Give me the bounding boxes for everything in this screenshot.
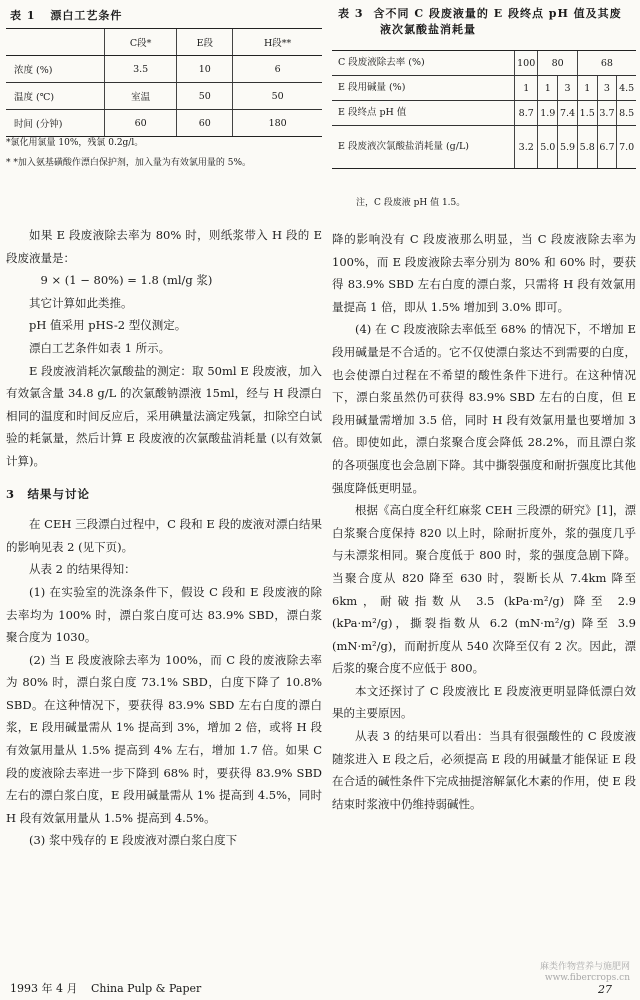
table3-cell: 5.9 [558,126,578,169]
table3-row [332,76,636,101]
footer-journal: China Pulp & Paper [90,982,202,995]
table3-header-label: C 段废液除去率 (%) [332,51,515,76]
right-column [332,0,636,1000]
table3-row [332,126,636,169]
left-column [6,0,322,1000]
table3-cell: 1 [515,76,538,101]
table1-footnote-1: *氯化用氯量 10%，残氯 0.2g/l。 [6,138,144,148]
paragraph: (3) 浆中残存的 E 段废液对漂白浆白度下 [29,833,238,848]
table1-header-cell: H段** [233,29,322,56]
watermark-line2: www.fibercrops.cn [544,973,630,983]
paragraph: 本文还探讨了 C 段废液比 E 段废液更明显降低漂白效果的主要原因。 [332,683,636,721]
table1-row [6,56,322,83]
paragraph: 漂白工艺条件如表 1 所示。 [29,340,171,355]
table3 [332,50,636,169]
table3-cell: 5.0 [538,126,558,169]
table1-footnote [6,136,322,170]
table1-cell: 50 [233,83,322,110]
table3-header-row [332,51,636,76]
right-body [332,228,636,815]
table1-row [6,110,322,137]
section-heading: 3 结果与讨论 [6,486,91,501]
paragraph: 降的影响没有 C 段废液那么明显，当 C 段废液除去率为 100%，而 E 段废液除去率分别为 80% 和 60% 时，要获得 83.9% SBD 左右白度的漂白浆，只需将 H 段有效氯用量提高 1 倍，即从 1.5% 增加到 3.0% 即可。 [332,232,636,314]
table1-cell: 50 [177,83,233,110]
table3-cell: 3.2 [515,126,538,169]
footer-date: 1993 年 4 月 [10,982,78,995]
table3-cell: 8.5 [617,101,636,126]
paragraph: (4) 在 C 段废液除去率低至 68% 的情况下，不增加 E 段用碱量是不合适的。它不仅使漂白浆达不到需要的白度，也会使漂白过程在不希望的酸性条件下进行。在这种情况下，漂白浆虽然仍可获得 83.9% SBD 左右的白度，但 E 段用碱量需增加 3.5 倍，同时 H 段有效氯用量也要增加 3 倍。即使如此，漂白浆聚合度会降低 28.2%，而且漂白浆的各项强度也会急剧下降。其中撕裂强度和耐折强度比其他强度降低更明显。 [332,322,636,495]
table1-cell: 浓度 (%) [6,56,105,83]
paragraph: (1) 在实验室的洗涤条件下，假设 C 段和 E 段废液的除去率均为 100% 时，漂白浆白度可达 83.9% SBD，漂白浆聚合度为 1030。 [6,584,322,645]
paragraph: 从表 2 的结果得知： [29,562,136,577]
table3-cell: 7.4 [558,101,578,126]
table1-cell: 6 [233,56,322,83]
table3-cell: 3.7 [597,101,617,126]
paragraph: 如果 E 段废液除去率为 80% 时，则纸浆带入 H 段的 E 段废液量是： [6,228,322,265]
table3-cell: 3 [597,76,617,101]
table1-cell: 10 [177,56,233,83]
paragraph: 根据《高白度全秆红麻浆 CEH 三段漂的研究》[1]，漂白浆聚合度保持 820 以上时，除耐折度外，浆的强度几乎与未漂浆相同。聚合度低于 800 时，浆的强度急剧下降。当聚合度从 820 降至 630 时，裂断长从 7.4km 降至 6km，耐破指数从 3.5 (kPa·m²/g) 降至 2.9 (kPa·m²/g)，撕裂指数从 6.2 (mN·m²/g) 降至 3.9 (mN·m²/g)，而耐折度从 540 次降至仅有 2 次。因此，漂后浆的聚合度不应低于 800。 [332,503,636,676]
table1-header-cell: E段 [177,29,233,56]
table1-cell: 时间 (分钟) [6,110,105,137]
table1-cell: 3.5 [105,56,177,83]
table3-header-group: 100 [515,51,538,76]
table3-header-group: 68 [577,51,636,76]
table1 [6,28,322,137]
table3-row-label: E 段终点 pH 值 [332,101,515,126]
table3-cell: 1.9 [538,101,558,126]
table3-row [332,101,636,126]
table1-footnote-2: * *加入氨基磺酸作漂白保护剂，加入量为有效氯用量的 5%。 [6,158,252,168]
table3-cell: 1.5 [577,101,597,126]
table1-cell: 室温 [105,83,177,110]
table1-caption-num: 表 1 [10,9,36,22]
paragraph: 从表 3 的结果可以看出：当具有很强酸性的 C 段废液随浆进入 E 段之后，必须提高 E 段的用碱量才能保证 E 段在合适的碱性条件下完成抽提溶解氯化木素的作用，使 E 段结束时浆液中仍维持弱碱性。 [332,729,636,811]
table3-caption-line2: 液次氯酸盐消耗量 [380,23,476,36]
table3-caption-line1: 含不同 C 段废液量的 E 段终点 pH 值及其废 [373,7,622,20]
watermark [540,962,630,984]
page-number: 27 [598,983,612,996]
footer [10,980,201,996]
left-body [6,224,322,852]
table1-cell: 60 [177,110,233,137]
table3-cell: 6.7 [597,126,617,169]
paragraph: pH 值采用 pHS-2 型仪测定。 [29,318,187,333]
paragraph: 在 CEH 三段漂白过程中，C 段和 E 段的废液对漂白结果的影响见表 2 (见下页)。 [6,517,322,554]
table3-note: 注，C 段废液 pH 值 1.5。 [356,198,466,208]
table3-cell: 8.7 [515,101,538,126]
table1-cell: 60 [105,110,177,137]
table1-header-cell [6,29,105,56]
paragraph: (2) 当 E 段废液除去率为 100%，而 C 段的废液除去率为 80% 时，漂白浆白度 73.1% SBD，白度下降了 10.8% SBD。在这种情况下，要获得 83.9% SBD 左右白度的漂白浆，E 段用碱量需从 1% 提高到 3%，增加 2 倍，或将 H 段有效氯用量从 1.5% 提高到 4% 左右，增加 1.7 倍。如果 C 段的废液除去率进一步下降到 68% 时，要获得 83.9% SBD 左右的漂白浆白度，E 段用碱量需从 1% 提高到 4.5%，同时 H 段有效氯用量从 1.5% 提高到 4.5%。 [6,652,322,825]
table1-caption-title: 漂白工艺条件 [50,9,123,22]
table3-cell: 4.5 [617,76,636,101]
table3-cell: 3 [558,76,578,101]
table3-caption [338,6,636,38]
paragraph: 其它计算如此类推。 [29,295,133,310]
table1-cell: 温度 (℃) [6,83,105,110]
table1-row [6,83,322,110]
paragraph: E 段废液消耗次氯酸盐的测定：取 50ml E 段废液，加入有效氯含量 34.8 g/L 的次氯酸钠漂液 15ml，经与 H 段漂白相同的温度和时间反应后，采用碘量法滴定残氯，扣除空白试验的耗氯量，然后计算 E 段废液的次氯酸盐消耗量 (以有效氯计算)。 [6,363,322,468]
table3-row-label: E 段废液次氯酸盐消耗量 (g/L) [332,126,515,169]
table1-cell: 180 [233,110,322,137]
table3-cell: 7.0 [617,126,636,169]
table3-header-group: 80 [538,51,577,76]
table1-header-row [6,29,322,56]
formula: 9 × (1 − 80%) = 1.8 (ml/g 浆) [40,273,213,288]
table3-cell: 1 [577,76,597,101]
table3-cell: 1 [538,76,558,101]
table1-caption [10,8,122,24]
table3-caption-num: 表 3 [338,7,364,20]
watermark-line1: 麻类作物营养与施肥网 [539,962,630,972]
table3-cell: 5.8 [577,126,597,169]
table1-header-cell: C段* [105,29,177,56]
table3-row-label: E 段用碱量 (%) [332,76,515,101]
